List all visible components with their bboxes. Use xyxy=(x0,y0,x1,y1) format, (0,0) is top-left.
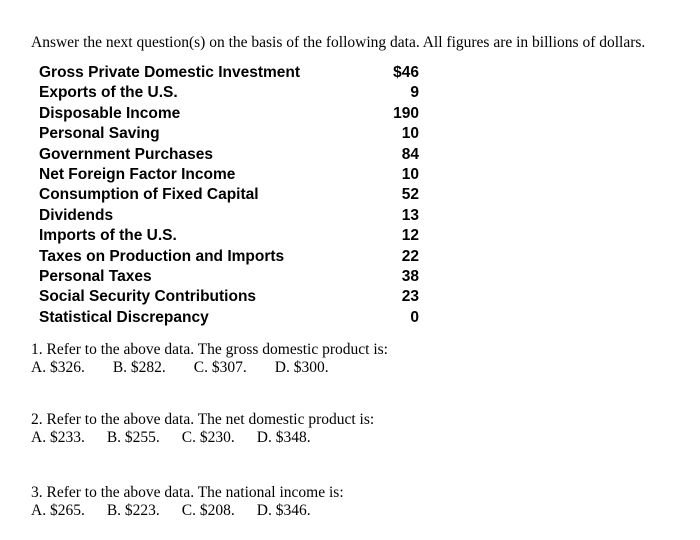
item-label: Exports of the U.S. xyxy=(39,84,178,102)
answer-choice-a[interactable]: A. $265. xyxy=(31,502,85,519)
item-value: 10 xyxy=(401,125,419,143)
item-value: 9 xyxy=(410,84,419,102)
answer-choice-a[interactable]: A. $233. xyxy=(31,429,85,446)
item-value: 0 xyxy=(410,308,419,326)
item-value: 38 xyxy=(401,267,419,285)
data-table xyxy=(39,63,419,328)
item-value: 190 xyxy=(393,104,419,122)
answer-choices xyxy=(31,429,374,447)
item-value: 23 xyxy=(401,288,419,306)
answer-choices xyxy=(31,502,344,520)
item-label: Disposable Income xyxy=(39,104,181,122)
instructions: Answer the next question(s) on the basis of the following data. All figures are in billions of dollars. xyxy=(31,34,646,51)
data-row-statistical-discrepancy xyxy=(39,308,419,328)
data-row-taxes-on-production xyxy=(39,247,419,267)
data-row-dividends xyxy=(39,206,419,226)
item-value: 13 xyxy=(401,206,419,224)
answer-choice-d[interactable]: D. $348. xyxy=(256,429,311,446)
item-value: 52 xyxy=(401,186,419,204)
question-2 xyxy=(31,411,374,447)
answer-choice-b[interactable]: B. $255. xyxy=(106,429,160,446)
answer-choice-c[interactable]: C. $307. xyxy=(193,359,247,376)
data-row-imports xyxy=(39,226,419,246)
item-value: 10 xyxy=(401,165,419,183)
answer-choice-a[interactable]: A. $326. xyxy=(31,359,85,376)
item-value: $46 xyxy=(393,64,419,81)
data-row-government-purchases xyxy=(39,145,419,165)
answer-choice-d[interactable]: D. $346. xyxy=(256,502,311,519)
question-text: 1. Refer to the above data. The gross domestic product is: xyxy=(31,341,388,358)
answer-choice-b[interactable]: B. $223. xyxy=(106,502,160,519)
data-row-social-security xyxy=(39,287,419,307)
item-label: Dividends xyxy=(39,206,114,224)
item-label: Taxes on Production and Imports xyxy=(39,247,285,265)
question-3 xyxy=(31,484,344,520)
data-row-net-foreign-factor-income xyxy=(39,165,419,185)
data-row-personal-taxes xyxy=(39,267,419,287)
item-value: 22 xyxy=(401,247,419,265)
item-label: Consumption of Fixed Capital xyxy=(39,186,259,204)
item-label: Personal Saving xyxy=(39,125,160,143)
data-row-personal-saving xyxy=(39,124,419,144)
answer-choice-d[interactable]: D. $300. xyxy=(274,359,329,376)
data-row-disposable-income xyxy=(39,104,419,124)
answer-choice-b[interactable]: B. $282. xyxy=(112,359,166,376)
item-value: 84 xyxy=(401,145,419,163)
data-row-gross-private-domestic-investment xyxy=(39,63,419,83)
answer-choice-c[interactable]: C. $208. xyxy=(181,502,235,519)
item-label: Statistical Discrepancy xyxy=(39,308,209,326)
item-label: Gross Private Domestic Investment xyxy=(39,64,301,81)
data-row-exports xyxy=(39,83,419,103)
question-text: 3. Refer to the above data. The national income is: xyxy=(31,484,344,501)
item-value: 12 xyxy=(401,227,419,245)
item-label: Government Purchases xyxy=(39,145,214,163)
item-label: Net Foreign Factor Income xyxy=(39,165,236,183)
question-1 xyxy=(31,341,388,377)
item-label: Imports of the U.S. xyxy=(39,227,177,245)
question-text: 2. Refer to the above data. The net domestic product is: xyxy=(31,411,375,428)
data-row-consumption-of-fixed-capital xyxy=(39,185,419,205)
item-label: Personal Taxes xyxy=(39,267,152,285)
answer-choices xyxy=(31,359,388,377)
item-label: Social Security Contributions xyxy=(39,288,257,306)
answer-choice-c[interactable]: C. $230. xyxy=(181,429,235,446)
